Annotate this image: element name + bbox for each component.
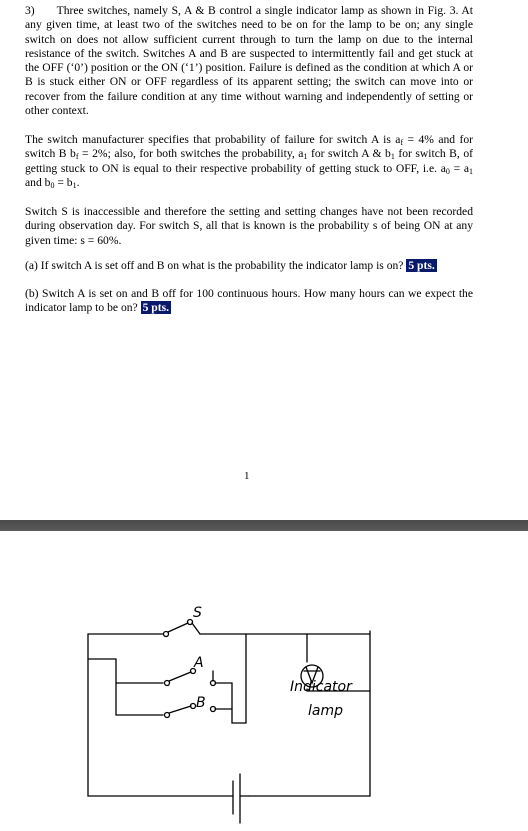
failure-probabilities-paragraph bbox=[25, 133, 473, 190]
text-run: for switch B, of getting stuck to ON is equal to their respective probability of getting stuck to OFF, i.e. a bbox=[25, 147, 473, 175]
text-run: = 4% and for switch B b bbox=[25, 133, 473, 161]
label-switch-b: B bbox=[196, 695, 206, 711]
problem-statement bbox=[25, 4, 473, 118]
page-separator bbox=[0, 520, 528, 531]
points-badge: 5 pts. bbox=[408, 259, 435, 272]
lamp-label-line-1: Indicator bbox=[290, 679, 352, 695]
subscript: 1 bbox=[469, 166, 473, 176]
points-badge: 5 pts. bbox=[142, 301, 170, 315]
document-page-2 bbox=[0, 531, 528, 831]
text-run: for switch A & b bbox=[307, 147, 391, 161]
right-wire bbox=[200, 634, 307, 662]
text-run: = 2%; also, for both switches the probability, a bbox=[78, 147, 304, 161]
switch-s-lever bbox=[168, 623, 188, 632]
subscript: f bbox=[75, 152, 79, 162]
label-switch-s: S bbox=[193, 605, 202, 621]
text-run: . bbox=[76, 175, 80, 189]
subscript: 1 bbox=[390, 152, 395, 162]
question-a-text: (a) If switch A is set off and B on what is the probability the indicator lamp is on? bbox=[25, 259, 407, 272]
switch-b-lever bbox=[169, 706, 191, 713]
subscript: 1 bbox=[72, 180, 77, 190]
problem-paragraph-1: Three switches, namely S, A & B control a single indicator lamp as shown in Fig. 3. At any given time, at least two of the switches need to be on for the lamp to be on; any single switch on does not allow sufficient current through to turn the lamp on due to the internal resistance of the switch. Switches A and B are suspected to intermittently fail and get stuck at the OFF (‘0’) position or the ON (‘1’) position. Failure is defined as the condition at which A or B is stuck either ON or OFF regardless of its apparent setting; the switch can move into or recover from the failure condition at any time without warning and independently of setting or other context. bbox=[25, 4, 474, 118]
question-a bbox=[25, 259, 473, 273]
text-run: = a bbox=[449, 161, 469, 175]
subscript: 0 bbox=[445, 166, 450, 176]
lamp-label-line-2: lamp bbox=[308, 703, 343, 719]
question-b-text: (b) Switch A is set on and B off for 100 continuous hours. How many hours can we expect the indicator lamp to be on? bbox=[25, 287, 473, 315]
label-switch-a: A bbox=[194, 655, 204, 671]
question-b bbox=[25, 287, 473, 316]
text-run: = b bbox=[54, 175, 73, 189]
subscript: 1 bbox=[303, 152, 308, 162]
circuit-diagram bbox=[0, 531, 528, 831]
text-run: and b bbox=[25, 175, 51, 189]
page-number: 1 bbox=[244, 470, 250, 482]
subscript: 0 bbox=[50, 180, 55, 190]
text-run: The switch manufacturer specifies that probability of failure for switch A is a bbox=[25, 133, 401, 146]
switch-s-paragraph bbox=[25, 205, 473, 248]
problem-number: 3) bbox=[25, 4, 35, 17]
switch-s-text: Switch S is inaccessible and therefore the setting and setting changes have not been recorded during observation day. For switch S, all that is known is the probability s of being ON at any given time: s = 60%. bbox=[25, 205, 473, 247]
subscript: f bbox=[400, 138, 404, 147]
inner-branch-left bbox=[116, 659, 163, 715]
switch-a-lever bbox=[169, 672, 191, 681]
